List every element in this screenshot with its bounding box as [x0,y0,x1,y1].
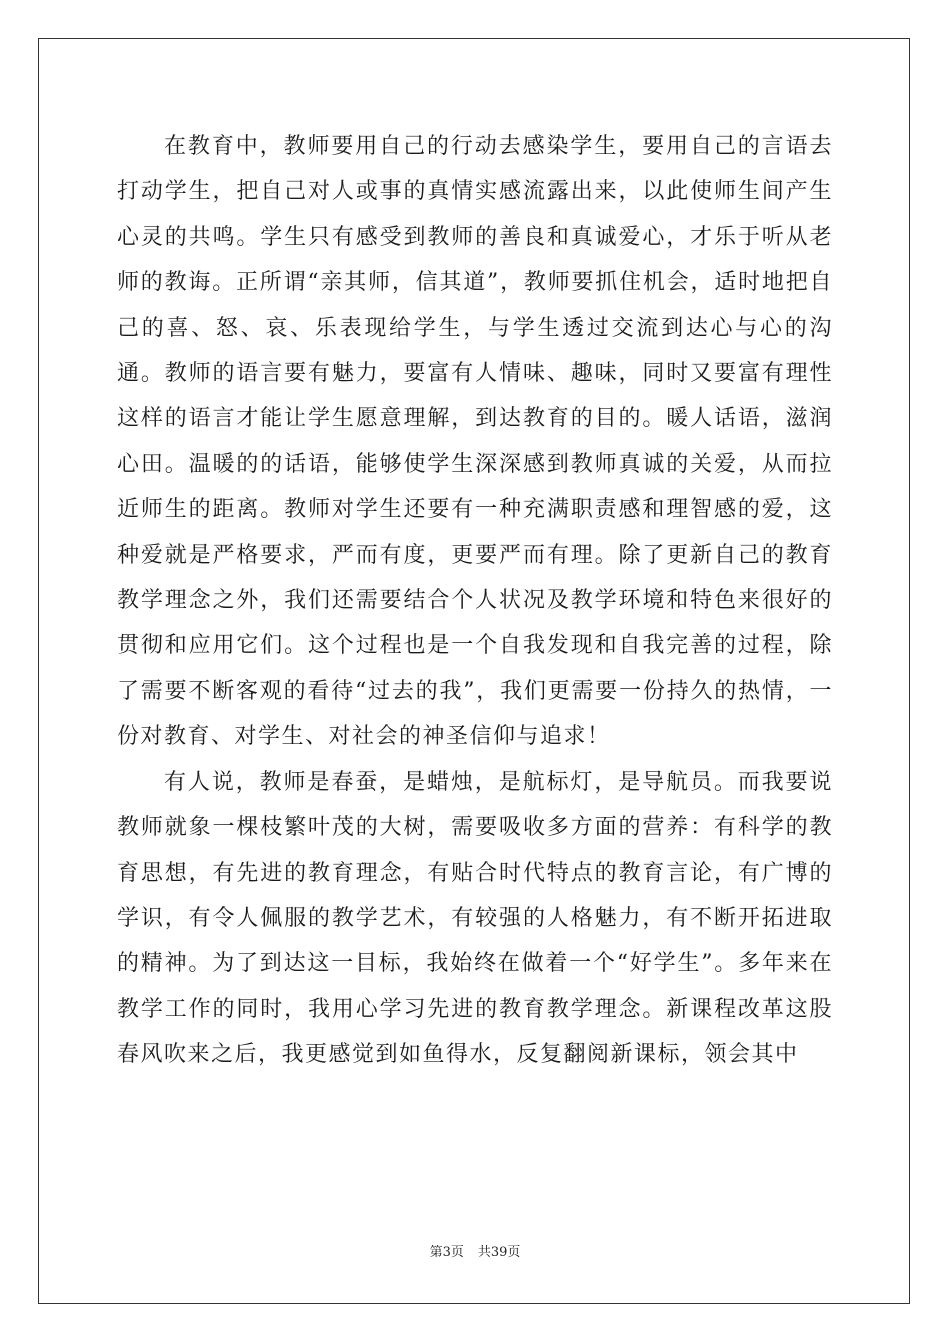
page-footer [0,1241,950,1260]
paragraph-2: 有人说，教师是春蚕，是蜡烛，是航标灯，是导航员。而我要说教师就象一棵枝繁叶茂的大树，需要吸收多方面的营养：有科学的教育思想，有先进的教育理念，有贴合时代特点的教育言论，有广博的学识，有令人佩服的教学艺术，有较强的人格魅力，有不断开拓进取的精神。为了到达这一目标，我始终在做着一个“好学生”。多年来在教学工作的同时，我用心学习先进的教育教学理念。新课程改革这股春风吹来之后，我更感觉到如鱼得水，反复翻阅新课标，领会其中 [117,769,833,1068]
document-body [117,124,833,1078]
page-total: 共39页 [477,1245,521,1260]
page-number: 第3页 [429,1245,464,1260]
paragraph-1: 在教育中，教师要用自己的行动去感染学生，要用自己的言语去打动学生，把自己对人或事的真情实感流露出来，以此使师生间产生心灵的共鸣。学生只有感受到教师的善良和真诚爱心，才乐于听从老师的教诲。正所谓“亲其师，信其道”，教师要抓住机会，适时地把自己的喜、怒、哀、乐表现给学生，与学生透过交流到达心与心的沟通。教师的语言要有魅力，要富有人情味、趣味，同时又要富有理性这样的语言才能让学生愿意理解，到达教育的目的。暖人话语，滋润心田。温暖的的话语，能够使学生深深感到教师真诚的关爱，从而拉近师生的距离。教师对学生还要有一种充满职责感和理智感的爱，这种爱就是严格要求，严而有度，更要严而有理。除了更新自己的教育教学理念之外，我们还需要结合个人状况及教学环境和特色来很好的贯彻和应用它们。这个过程也是一个自我发现和自我完善的过程，除了需要不断客观的看待“过去的我”，我们更需要一份持久的热情，一份对教育、对学生、对社会的神圣信仰与追求！ [117,134,833,750]
